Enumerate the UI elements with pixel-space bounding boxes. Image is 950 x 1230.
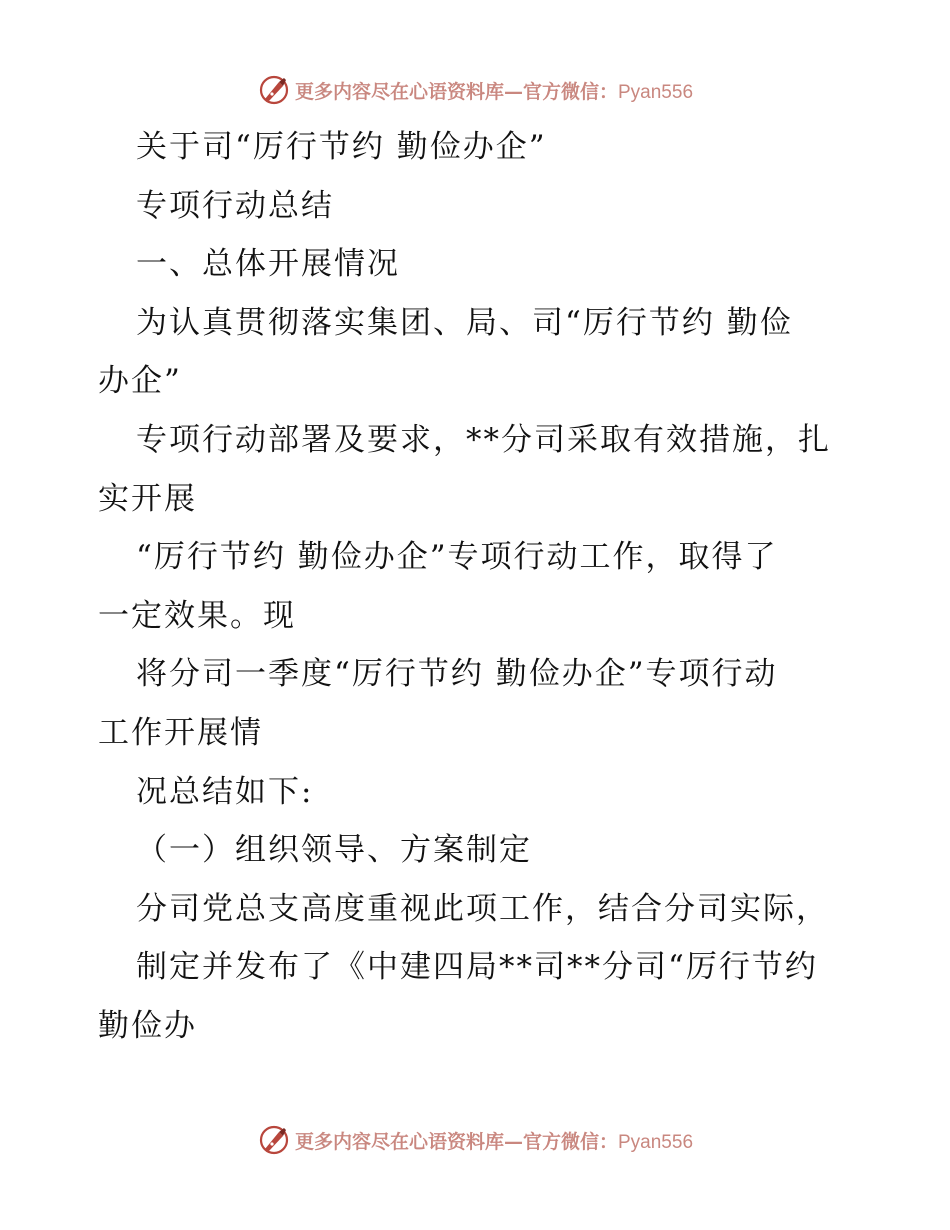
header-banner [0, 70, 950, 110]
footer-banner [0, 1120, 950, 1160]
text-line: “厉行节约 勤俭办企”专项行动工作，取得了 [136, 539, 778, 576]
text-line: 分司党总支高度重视此项工作，结合分司实际， [136, 890, 829, 927]
text-line: 办企” [98, 363, 182, 400]
text-line: 工作开展情 [98, 714, 263, 751]
text-line: （一）组织领导、方案制定 [136, 832, 532, 869]
text-line: 一、总体开展情况 [136, 246, 400, 283]
pen-nib-logo-icon [257, 73, 291, 107]
text-line: 为认真贯彻落实集团、局、司“厉行节约 勤俭 [136, 304, 793, 341]
text-line: 实开展 [98, 480, 197, 517]
document-body [98, 118, 868, 1056]
banner-text: 更多内容尽在心语资料库—官方微信：Pyan556 [294, 1130, 694, 1153]
wechat-id: Pyan556 [618, 1131, 694, 1153]
text-line: 勤俭办 [98, 1007, 197, 1044]
text-line: 制定并发布了《中建四局**司**分司“厉行节约 [136, 949, 818, 986]
text-line: 关于司“厉行节约 勤俭办企” [136, 129, 547, 165]
banner-text: 更多内容尽在心语资料库—官方微信：Pyan556 [294, 80, 694, 103]
text-line: 专项行动总结 [136, 187, 334, 224]
text-line: 况总结如下: [136, 773, 314, 810]
pen-nib-logo-icon [257, 1123, 291, 1157]
text-line: 将分司一季度“厉行节约 勤俭办企”专项行动 [136, 656, 778, 693]
text-line: 专项行动部署及要求，**分司采取有效措施，扎 [136, 421, 831, 458]
wechat-id: Pyan556 [618, 81, 694, 103]
text-line: 一定效果。现 [98, 597, 296, 634]
